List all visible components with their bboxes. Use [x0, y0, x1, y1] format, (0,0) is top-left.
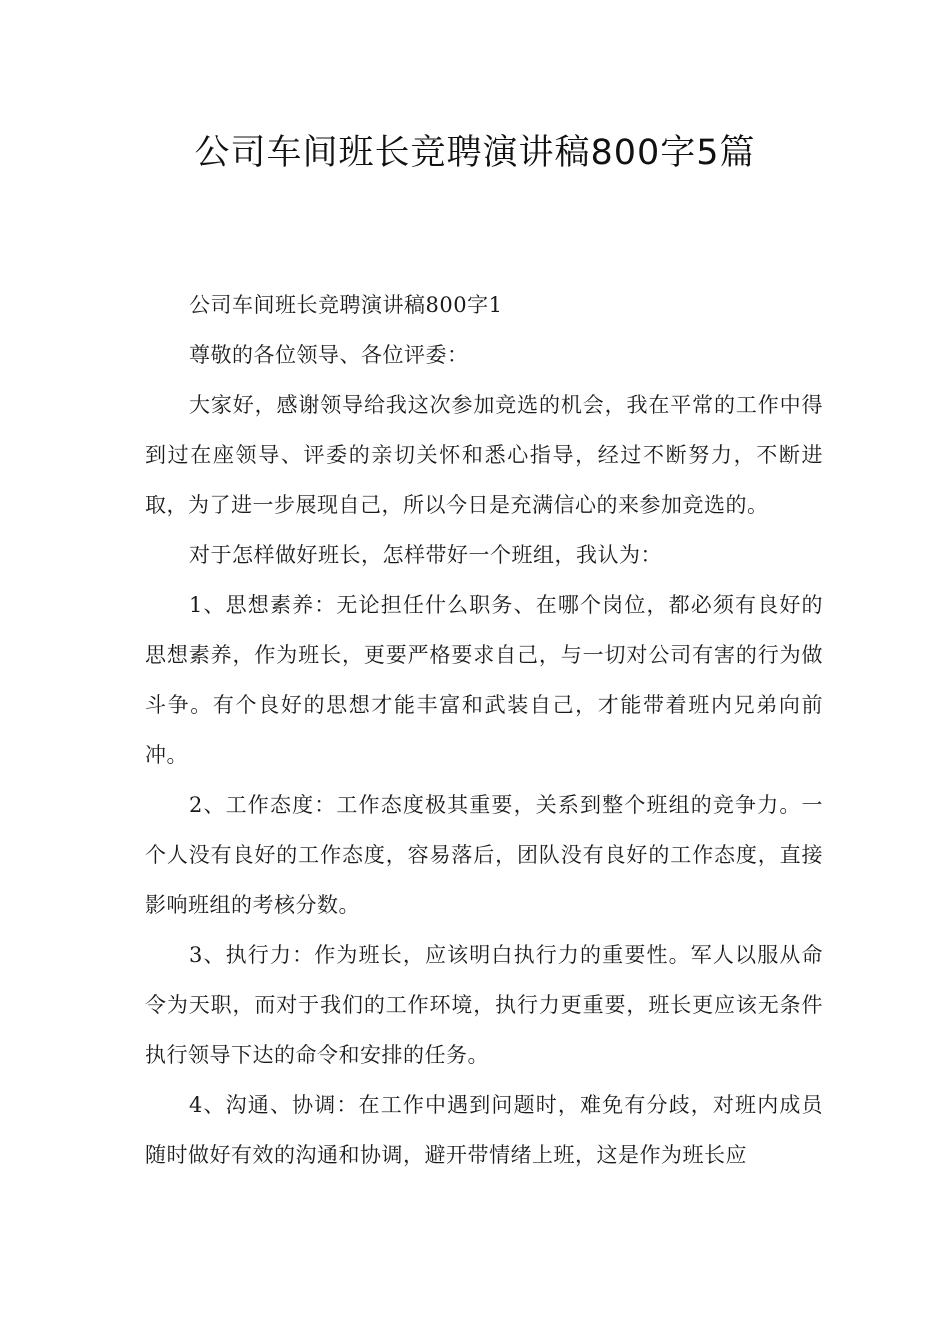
paragraph-point-4: 4、沟通、协调：在工作中遇到问题时，难免有分歧，对班内成员随时做好有效的沟通和协调，避开带情绪上班，这是作为班长应 [145, 1093, 823, 1167]
paragraph-point-1: 1、思想素养：无论担任什么职务、在哪个岗位，都必须有良好的思想素养，作为班长，更要严格要求自己，与一切对公司有害的行为做斗争。有个良好的思想才能丰富和武装自己，才能带着班内兄弟向前冲。 [145, 593, 823, 767]
paragraph-salutation: 尊敬的各位领导、各位评委： [189, 343, 469, 367]
paragraph-point-2: 2、工作态度：工作态度极其重要，关系到整个班组的竞争力。一个人没有良好的工作态度，容易落后，团队没有良好的工作态度，直接影响班组的考核分数。 [145, 793, 823, 917]
document-title: 公司车间班长竞聘演讲稿800字5篇 [194, 133, 756, 173]
document-body [145, 280, 823, 1180]
paragraph-intro: 大家好，感谢领导给我这次参加竞选的机会，我在平常的工作中得到过在座领导、评委的亲切关怀和悉心指导，经过不断努力，不断进取，为了进一步展现自己，所以今日是充满信心的来参加竞选的。 [145, 393, 823, 517]
paragraph-point-3: 3、执行力：作为班长，应该明白执行力的重要性。军人以服从命令为天职，而对于我们的工作环境，执行力更重要，班长更应该无条件执行领导下达的命令和安排的任务。 [145, 943, 823, 1067]
paragraph-subtitle: 公司车间班长竞聘演讲稿800字1 [189, 293, 503, 317]
paragraph-lead: 对于怎样做好班长，怎样带好一个班组，我认为： [189, 543, 662, 567]
